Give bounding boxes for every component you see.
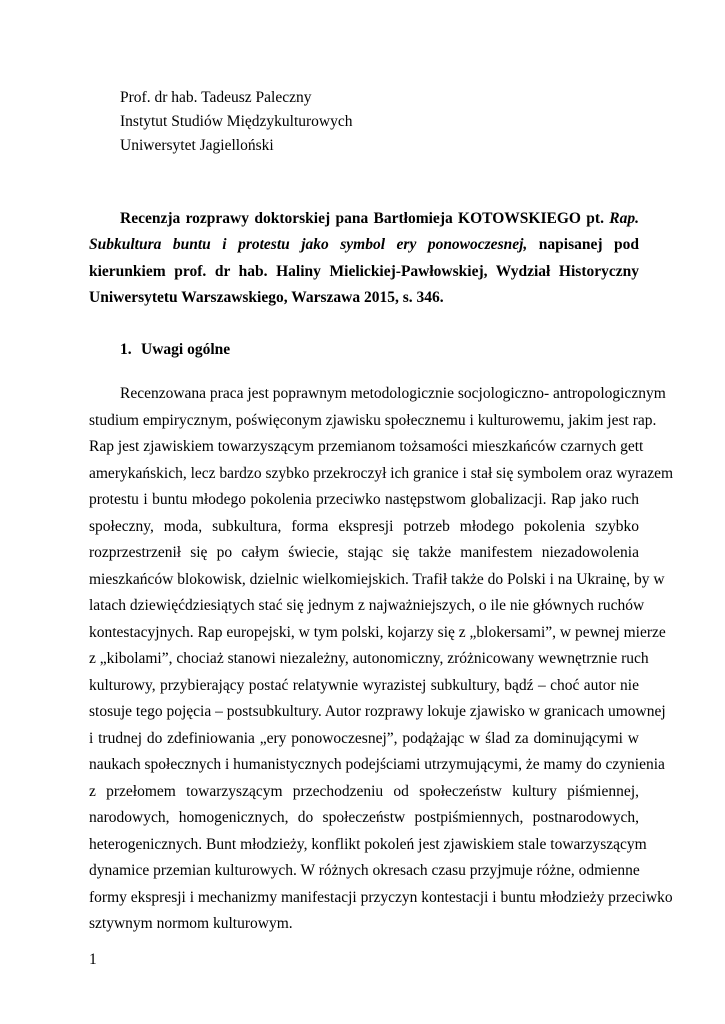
- body-line: naukach społecznych i humanistycznych podejściami utrzymującymi, że mamy do czynienia: [89, 756, 665, 773]
- body-line: Rap jest zjawiskiem towarzyszącym przemianom tożsamości mieszkańców czarnych gett: [89, 438, 644, 455]
- body-line: stosuje tego pojęcia – postsubkultury. Autor rozprawy lokuje zjawisko w granicach umownej: [89, 703, 666, 720]
- body-line: i trudnej do zdefiniowania „ery ponowoczesnej”, podążając w ślad za dominującymi w: [89, 729, 639, 747]
- body-line: latach dziewięćdziesiątych stać się jednym z najważniejszych, o ile nie głównych ruchów: [89, 597, 645, 614]
- body-line: z przełomem towarzyszącym przechodzeniu od społeczeństw kultury piśmiennej,: [89, 782, 639, 800]
- body-line: kulturowy, przybierający postać relatywnie wyrazistej subkultury, bądź – choć autor nie: [89, 676, 639, 694]
- body-line: studium empirycznym, poświęconym zjawisku społecznemu i kulturowemu, jakim jest rap.: [89, 411, 657, 429]
- body-line: protestu i buntu młodego pokolenia przeciwko następstwom globalizacji. Rap jako ruch: [89, 491, 639, 508]
- body-line: Recenzowana praca jest poprawnym metodologicznie socjologiczno- antropologicznym: [120, 385, 666, 402]
- body-line: formy ekspresji i mechanizmy manifestacji przyczyn kontestacji i buntu młodzieży przeciwko: [89, 888, 673, 906]
- author-name: Prof. dr hab. Tadeusz Paleczny: [120, 89, 312, 106]
- author-institute: Instytut Studiów Międzykulturowych: [120, 113, 353, 130]
- body-line: z „kibolami”, chociaż stanowi niezależny, autonomiczny, zróżnicowany wewnętrznie ruch: [89, 650, 649, 667]
- body-paragraph: [89, 381, 674, 938]
- author-university: Uniwersytet Jagielloński: [120, 137, 274, 154]
- body-line: rozprzestrzenił się po całym świecie, stając się także manifestem niezadowolenia: [89, 544, 639, 561]
- title-lead: Recenzja rozprawy doktorskiej pana Bartłomieja KOTOWSKIEGO pt.: [120, 210, 604, 227]
- page-number: 1: [89, 951, 97, 968]
- body-line: narodowych, homogenicznych, do społeczeństw postpiśmiennych, postnarodowych,: [89, 809, 639, 826]
- body-line: heterogenicznych. Bunt młodzieży, konflikt pokoleń jest zjawiskiem stale towarzyszącym: [89, 835, 647, 853]
- body-line: mieszkańców blokowisk, dzielnic wielkomiejskich. Trafił także do Polski i na Ukrainę, by w: [89, 570, 665, 588]
- title-tail: napisanej pod kierunkiem prof. dr hab. Haliny Mielickiej-Pawłowskiej, Wydział Historyczny Uniwersytetu Warszawskiego, Warszawa 2015, s. 346.: [89, 236, 640, 307]
- body-line: amerykańskich, lecz bardzo szybko przekroczył ich granice i stał się symbolem oraz wyrazem: [89, 464, 674, 482]
- body-line: sztywnym normom kulturowym.: [89, 915, 293, 932]
- body-line: kontestacyjnych. Rap europejski, w tym polski, kojarzy się z „blokersami”, w pewnej mierze: [89, 623, 666, 641]
- author-block: [120, 86, 353, 158]
- title-work: Rap. Subkultura buntu i protestu jako symbol ery ponowoczesnej,: [89, 210, 640, 254]
- body-line: społeczny, moda, subkultura, forma ekspresji potrzeb młodego pokolenia szybko: [89, 517, 639, 535]
- section-title: Uwagi ogólne: [141, 341, 231, 358]
- section-heading: [120, 338, 230, 362]
- review-title: [89, 206, 639, 312]
- section-number: 1.: [120, 341, 132, 358]
- body-line: dynamice przemian kulturowych. W różnych okresach czasu przyjmuje różne, odmienne: [89, 862, 640, 879]
